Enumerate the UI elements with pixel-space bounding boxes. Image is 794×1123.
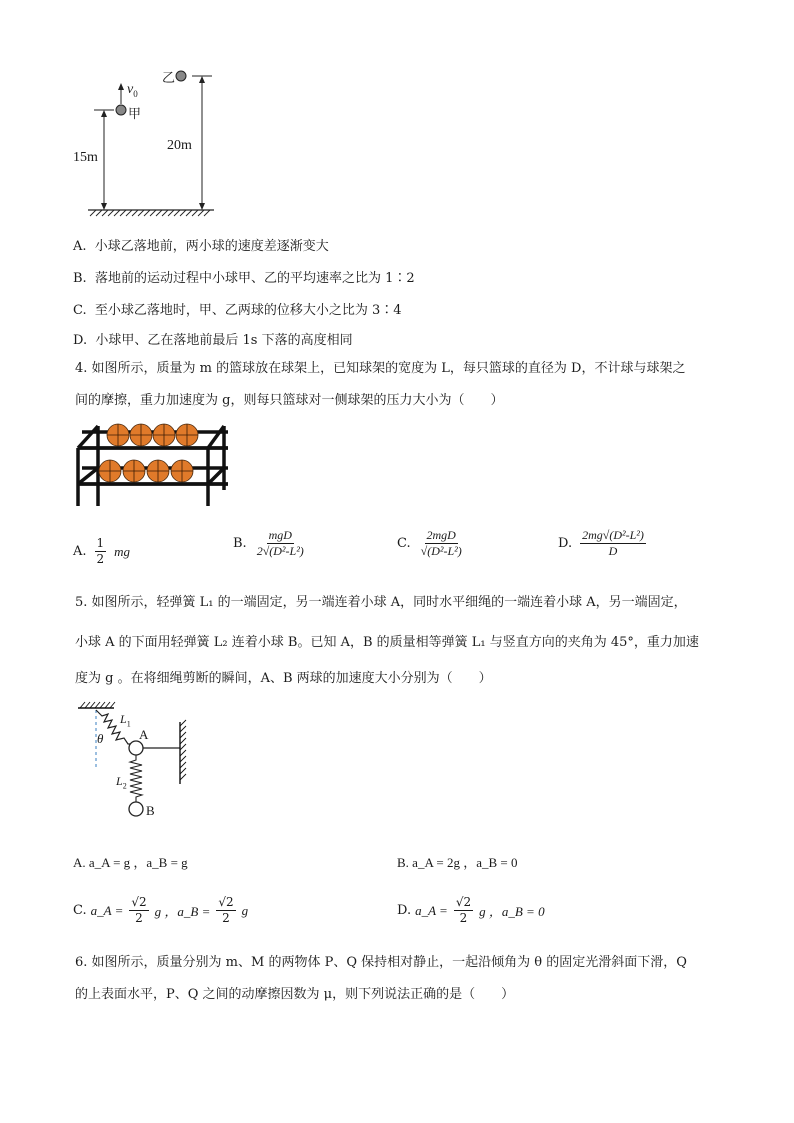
label-l1: $L_1$ <box>120 712 131 729</box>
q3-option-b: B. 落地前的运动过程中小球甲、乙的平均速率之比为 1∶2 <box>73 271 415 286</box>
q4-option-a: A. $\frac{1}{2}$ mg <box>73 536 131 566</box>
label-theta: θ <box>97 731 104 746</box>
q4-option-c: C. $\frac{\text{2mgD}}{\text{√(D²-L²)}}$ <box>397 528 462 558</box>
q5-option-c: C. a_A = $\frac{√2}{2}$ g ，a_B = $\frac{√2}{2}$ g <box>73 895 249 925</box>
q5-option-a: A. a_A = g ，a_B = g <box>73 855 188 870</box>
q4-stem-line1: 4. 如图所示，质量为 m 的篮球放在球架上，已知球架的宽度为 L，每只篮球的直径为 D，不计球与球架之 <box>75 361 686 376</box>
figure-basketball-rack <box>74 420 234 510</box>
label-yi: 乙 <box>162 70 176 85</box>
q5-stem-line3: 度为 g 。在将细绳剪断的瞬间，A、B 两球的加速度大小分别为（ ） <box>75 671 492 686</box>
label-a: A <box>139 727 149 742</box>
q4-stem-line2: 间的摩擦，重力加速度为 g，则每只篮球对一侧球架的压力大小为（ ） <box>75 393 504 408</box>
figure-free-fall <box>80 62 220 222</box>
q4-option-b: B. $\frac{\text{mgD}}{\text{2√(D²-L²)}}$ <box>233 528 304 558</box>
q6-stem-line2: 的上表面水平，P、Q 之间的动摩擦因数为 μ，则下列说法正确的是（ ） <box>75 987 515 1002</box>
q5-option-b: B. a_A = 2g ，a_B = 0 <box>397 855 518 870</box>
label-l2: $L_2$ <box>116 774 127 791</box>
q5-option-d: D. a_A = $\frac{√2}{2}$ g ，a_B = 0 <box>397 895 545 925</box>
label-jia: 甲 <box>128 106 142 121</box>
q6-stem-line1: 6. 如图所示，质量分别为 m、M 的两物体 P、Q 保持相对静止，一起沿倾角为 θ 的固定光滑斜面下滑，Q <box>75 955 687 970</box>
label-v0: $v_0$ <box>127 82 138 99</box>
q5-stem-line1: 5. 如图所示，轻弹簧 L₁ 的一端固定，另一端连着小球 A，同时水平细绳的一端连着小球 A，另一端固定， <box>75 595 687 610</box>
q3-option-d: D. 小球甲、乙在落地前最后 1s 下落的高度相同 <box>73 333 353 348</box>
q3-option-a: A. 小球乙落地前，两小球的速度差逐渐变大 <box>73 239 329 254</box>
label-20m: 20m <box>167 138 192 153</box>
q3-option-c: C. 至小球乙落地时，甲、乙两球的位移大小之比为 3∶4 <box>73 303 402 318</box>
label-b: B <box>146 803 155 818</box>
figure-spring-system <box>70 700 200 825</box>
q5-stem-line2: 小球 A 的下面用轻弹簧 L₂ 连着小球 B。已知 A，B 的质量相等弹簧 L₁ 与竖直方向的夹角为 45°，重力加速 <box>75 635 699 650</box>
q4-option-d: D. $\frac{\text{2mg√(D²-L²)}}{D}$ <box>558 528 644 558</box>
label-15m: 15m <box>73 150 98 165</box>
